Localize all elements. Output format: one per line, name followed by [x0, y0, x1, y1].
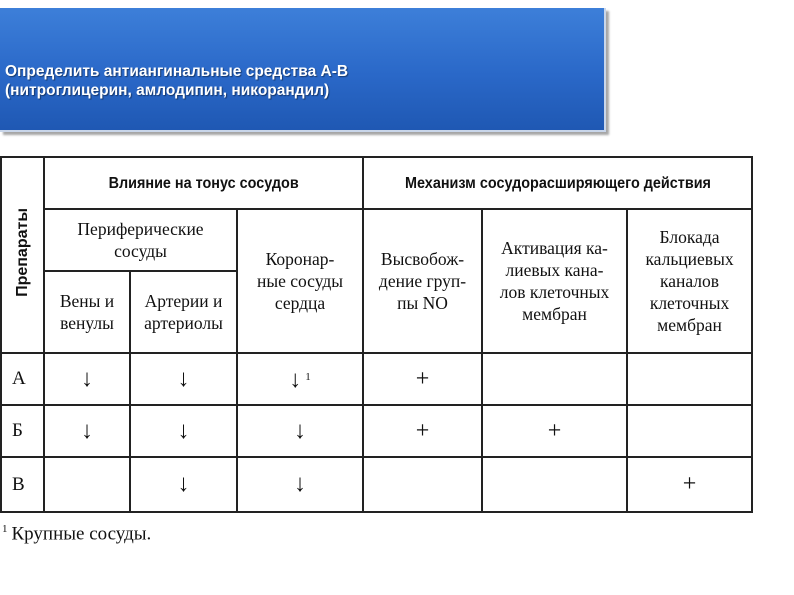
header-veins: Вены и венулы [44, 271, 130, 353]
cell-coronary: ↓ $^1$ [237, 353, 363, 405]
cell-k-channels [482, 457, 627, 512]
footnote-mark: 1 [2, 523, 8, 535]
table-row [1, 457, 752, 512]
cell-veins: ↓ [44, 353, 130, 405]
cell-coronary: ↓ [237, 405, 363, 457]
cell-k-channels [482, 353, 627, 405]
footnote-ref: 1 [305, 371, 311, 384]
cell-veins: ↓ [44, 405, 130, 457]
cell-coronary: ↓ [237, 457, 363, 512]
header-coronary: Коронар- ные сосуды сердца [237, 209, 363, 353]
header-k-channels: Активация ка- лиевых кана- лов клеточных мембран [482, 209, 627, 353]
cell-ca-channels [627, 405, 752, 457]
cell-no-release: + [363, 405, 482, 457]
cell-arteries: ↓ [130, 353, 237, 405]
cell-ca-channels [627, 353, 752, 405]
footnote-text: Крупные сосуды. [11, 523, 152, 545]
header-mechanism-group: Механизм сосудорасширяющего действия [363, 157, 752, 209]
slide-title: Определить антиангинальные средства А-В (нитроглицерин, амлодипин, никорандил) [5, 63, 349, 99]
cell-no-release: + [363, 353, 482, 405]
cell-k-channels: + [482, 405, 627, 457]
cell-no-release [363, 457, 482, 512]
cell-ca-channels: + [627, 457, 752, 512]
header-tonus-group: Влияние на тонус сосудов [44, 157, 363, 209]
cell-veins [44, 457, 130, 512]
header-arteries: Артерии и артериолы [130, 271, 237, 353]
row-label: А [1, 353, 44, 405]
header-peripheral: Периферические сосуды [44, 209, 237, 271]
cell-arteries: ↓ [130, 405, 237, 457]
row-label: В [1, 457, 44, 512]
footnote [2, 523, 151, 545]
row-label: Б [1, 405, 44, 457]
table-row [1, 353, 752, 405]
title-panel [0, 8, 606, 132]
cell-arteries: ↓ [130, 457, 237, 512]
table-row [1, 405, 752, 457]
header-no-release: Высвобож- дение груп- пы NO [363, 209, 482, 353]
header-ca-channels: Блокада кальциевых каналов клеточных мембран [627, 209, 752, 353]
drugs-table [0, 156, 753, 513]
header-drugs: Препараты [1, 157, 44, 353]
